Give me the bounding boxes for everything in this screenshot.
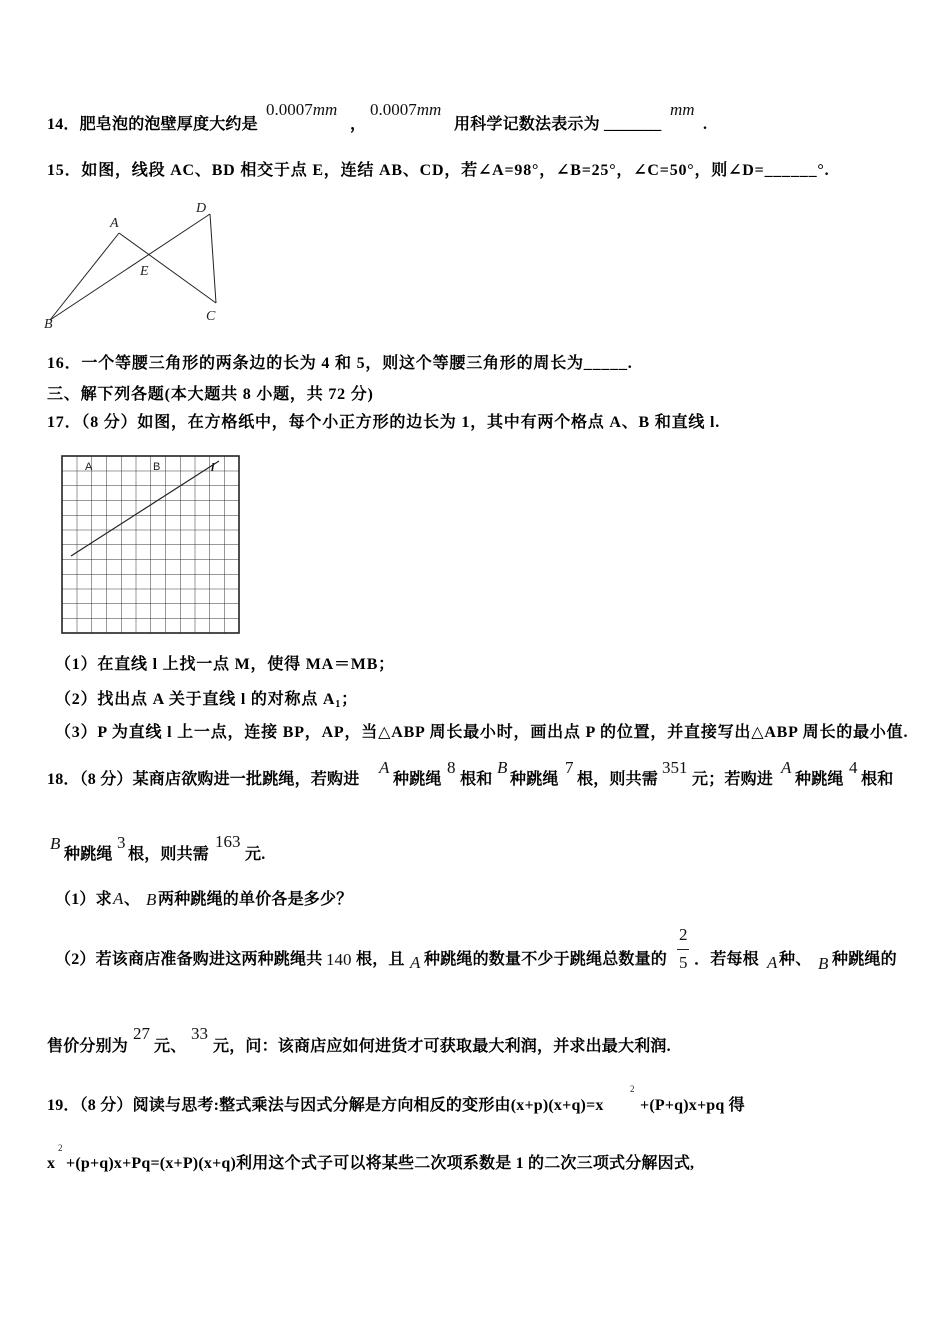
q19-line-1-tail: +(P+q)x+pq 得 [640, 1097, 745, 1114]
segment-bd [50, 214, 210, 320]
q19-line-2-exponent: 2 [58, 1143, 63, 1153]
q18-fraction-denominator: 5 [679, 953, 688, 972]
q18-part-2-lead: （2）若该商店准备购进这两种跳绳共 [55, 951, 323, 968]
q18-part-2-var-b: B [818, 954, 829, 973]
q15-label-d: D [196, 201, 207, 216]
grid-label-line: l [211, 460, 215, 474]
q18-qty-a-1: 8 [447, 758, 456, 777]
q18-part-2-text-4: 种、 [779, 951, 812, 968]
q17-part-2 [55, 690, 358, 710]
q18-part-2-text-8: 元，问：该商店应如何进货才可获取最大利润，并求出最大利润. [213, 1038, 671, 1055]
q18-line2-text-2: 根，则共需 [128, 846, 210, 863]
q18-text-7: 根和 [861, 771, 894, 788]
q18-text-5: 元；若购进 [692, 771, 774, 788]
q18-part-2-text-5: 种跳绳的 [832, 951, 897, 968]
q18-var-a-1: A [379, 758, 390, 777]
question-16-text: 16．一个等腰三角形的两条边的长为 4 和 5，则这个等腰三角形的周长为_____. [47, 355, 633, 372]
question-15-text: 15．如图，线段 AC、BD 相交于点 E，连结 AB、CD，若∠A=98°，∠B=25°，∠C=50°，则∠D=______°. [47, 162, 830, 179]
q19-line-1-lead: 19．（8 分）阅读与思考:整式乘法与因式分解是方向相反的变形由(x+p)(x+q)=x [47, 1097, 604, 1114]
q18-qty-a-2: 4 [849, 758, 858, 777]
q14-value-1 [266, 100, 337, 120]
q14-value-1-number: 0.0007 [266, 100, 313, 119]
q18-price-b: 33 [191, 1024, 208, 1043]
grid-label-b: B [153, 461, 161, 473]
q18-fraction-numerator: 2 [679, 925, 688, 944]
q15-label-e: E [140, 264, 149, 279]
q18-text-2: 根和 [460, 771, 493, 788]
q17-part-2-subscript: 1 [335, 699, 342, 710]
q18-text-4: 根，则共需 [577, 771, 659, 788]
q14-end: . [703, 116, 708, 133]
q18-part-2-text-6: 售价分别为 [47, 1038, 129, 1055]
q14-value-1-unit: mm [312, 100, 338, 119]
q18-part-2-total: 140 [326, 950, 352, 969]
q15-label-c: C [206, 309, 216, 324]
q18-part-2-text-3: ．若每根 [694, 951, 759, 968]
q18-price-a: 27 [133, 1024, 150, 1043]
q18-part-1-var-b: B [146, 890, 157, 909]
q14-answer-unit: mm [670, 100, 695, 119]
q18-text-3: 种跳绳 [510, 771, 559, 788]
q18-qty-b-2: 3 [117, 833, 126, 852]
q18-fraction-bar [677, 949, 689, 950]
q14-value-2-unit: mm [416, 100, 442, 119]
q18-part-1-lead: （1）求 [55, 891, 112, 908]
q15-label-b: B [44, 317, 53, 332]
q14-comma: ， [350, 116, 367, 133]
q18-var-b-1: B [497, 758, 508, 777]
q17-part-2-end: ； [341, 691, 358, 708]
q14-value-2-number: 0.0007 [370, 100, 417, 119]
q19-line-2-tail: +(p+q)x+Pq=(x+P)(x+q)利用这个式子可以将某些二次项系数是 1 的二次三项式分解因式, [66, 1155, 695, 1172]
grid-label-a: A [85, 461, 93, 473]
q17-grid-figure [60, 454, 242, 636]
q18-text-1: 种跳绳 [393, 771, 442, 788]
q18-cost-1: 351 [662, 758, 688, 777]
q18-part-2-text-7: 元、 [154, 1038, 187, 1055]
q18-var-b-2: B [50, 834, 61, 853]
q15-figure [40, 195, 230, 335]
q17-part-3: （3）P 为直线 l 上一点，连接 BP，AP，当△ABP 周长最小时，画出点 P 的位置，并直接写出△ABP 周长的最小值. [55, 724, 909, 741]
q18-part-1-sep: 、 [124, 891, 141, 908]
section-3-title: 三、解下列各题(本大题共 8 小题，共 72 分) [47, 386, 374, 403]
q18-part-2-var-a: A [410, 953, 421, 972]
q18-lead: 18．（8 分）某商店欲购进一批跳绳，若购进 [47, 771, 360, 788]
q18-part-2-text-1: 根，且 [356, 951, 405, 968]
q18-var-a-2: A [781, 758, 792, 777]
q15-label-a: A [110, 216, 119, 231]
q14-prompt: 用科学记数法表示为 _______ [454, 116, 662, 133]
q19-line-2-lead: x [47, 1155, 56, 1172]
q18-line2-text-1: 种跳绳 [64, 846, 113, 863]
q17-part-2-text: （2）找出点 A 关于直线 l 的对称点 A [55, 691, 336, 708]
q17-part-1: （1）在直线 l 上找一点 M，使得 MA＝MB； [55, 656, 395, 673]
segment-ac [119, 233, 216, 303]
q18-qty-b-1: 7 [565, 758, 574, 777]
q18-part-1-var-a: A [113, 889, 124, 908]
q18-part-2-var-a-2: A [767, 953, 778, 972]
q14-lead: 14．肥皂泡的泡壁厚度大约是 [47, 116, 258, 133]
q18-cost-2: 163 [215, 832, 241, 851]
q18-part-2-text-2: 种跳绳的数量不少于跳绳总数量的 [424, 951, 668, 968]
segment-dc [210, 214, 216, 303]
q14-value-2 [370, 100, 441, 120]
q18-part-1-tail: 两种跳绳的单价各是多少？ [158, 891, 353, 908]
question-17-text: 17．（8 分）如图，在方格纸中，每个小正方形的边长为 1，其中有两个格点 A、B 和直线 l. [47, 414, 721, 431]
q19-line-1-exponent: 2 [630, 1084, 635, 1094]
q18-line2-text-3: 元. [245, 846, 266, 863]
segment-ab [50, 233, 119, 320]
q15-figure-lines [50, 214, 216, 320]
q18-text-6: 种跳绳 [795, 771, 844, 788]
